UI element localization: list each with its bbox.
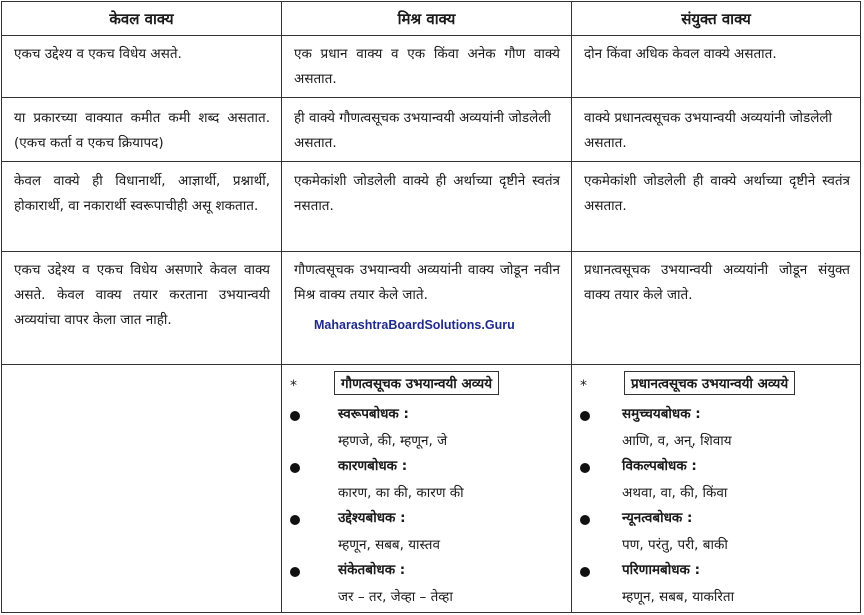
- bullet-icon: [580, 515, 590, 525]
- sanyukta-item-examples: म्हणून, सबब, याकरिता: [622, 589, 735, 605]
- sanyukta-item-examples: अथवा, वा, की, किंवा: [622, 485, 728, 501]
- header-mishra: मिश्र वाक्य: [397, 10, 456, 28]
- mishra-item-label: उद्देश्यबोधक :: [338, 510, 406, 526]
- sanyukta-star: *: [580, 378, 587, 394]
- row-divider: [2, 161, 860, 162]
- cell-mishra-2: ही वाक्ये गौणत्वसूचक उभयान्वयी अव्ययांनी जोडलेली असतात.: [294, 110, 551, 151]
- mishra-item-examples: कारण, का की, कारण की: [338, 485, 464, 501]
- mishra-item-examples: म्हणजे, की, म्हणून, जे: [338, 433, 448, 449]
- mishra-item-label: कारणबोधक :: [338, 458, 408, 474]
- cell-keval-2: या प्रकारच्या वाक्यात कमीत कमी शब्द असतात. (एकच कर्ता व एकच क्रियापद): [14, 110, 270, 151]
- cell-sanyukta-3: एकमेकांशी जोडलेली ही वाक्ये अर्थाच्या दृष्टीने स्वतंत्र असतात.: [584, 173, 850, 214]
- bullet-icon: [290, 567, 300, 577]
- sanyukta-item-label: विकल्पबोधक :: [622, 458, 697, 474]
- comparison-table: [1, 1, 861, 613]
- cell-keval-3: केवल वाक्ये ही विधानार्थी, आज्ञार्थी, प्रश्नार्थी, होकारार्थी, वा नकारार्थी स्वरूपाचीही असू शकतात.: [14, 173, 270, 214]
- mishra-item-label: स्वरूपबोधक :: [338, 406, 409, 422]
- cell-sanyukta-2: वाक्ये प्रधानत्वसूचक उभयान्वयी अव्ययांनी जोडलेली असतात.: [584, 110, 833, 151]
- column-divider: [281, 2, 282, 612]
- mishra-item-examples: म्हणून, सबब, यास्तव: [338, 537, 440, 553]
- bullet-icon: [580, 411, 590, 421]
- mishra-item-label: संकेतबोधक :: [338, 562, 406, 578]
- header-sanyukta: संयुक्त वाक्य: [681, 10, 751, 28]
- mishra-list-title: गौणत्वसूचक उभयान्वयी अव्यये: [334, 371, 499, 395]
- cell-mishra-1: एक प्रधान वाक्य व एक किंवा अनेक गौण वाक्ये असतात.: [294, 46, 560, 87]
- cell-keval-4: एकच उद्देश्य व एकच विधेय असणारे केवल वाक्य असते. केवल वाक्य तयार करताना उभयान्वयी अव्ययांचा वापर केला जात नाही.: [14, 262, 270, 328]
- cell-mishra-3: एकमेकांशी जोडलेली वाक्ये ही अर्थाच्या दृष्टीने स्वतंत्र नसतात.: [294, 173, 560, 214]
- row-divider: [2, 364, 860, 365]
- sanyukta-item-label: न्यूनत्वबोधक :: [622, 510, 693, 526]
- sanyukta-item-examples: आणि, व, अन्, शिवाय: [622, 433, 732, 449]
- cell-sanyukta-1: दोन किंवा अधिक केवल वाक्ये असतात.: [584, 46, 777, 62]
- sanyukta-item-examples: पण, परंतु, परी, बाकी: [622, 537, 728, 553]
- column-divider: [571, 2, 572, 612]
- watermark-text: MaharashtraBoardSolutions.Guru: [314, 318, 515, 332]
- row-divider: [2, 251, 860, 252]
- sanyukta-item-label: समुच्चयबोधक :: [622, 406, 701, 422]
- header-keval: केवल वाक्य: [109, 10, 174, 28]
- sanyukta-list-title: प्रधानत्वसूचक उभयान्वयी अव्यये: [624, 371, 795, 395]
- sanyukta-item-label: परिणामबोधक :: [622, 562, 700, 578]
- bullet-icon: [290, 463, 300, 473]
- bullet-icon: [580, 567, 590, 577]
- cell-mishra-4: गौणत्वसूचक उभयान्वयी अव्ययांनी वाक्य जोडून नवीन मिश्र वाक्य तयार केले जाते.: [294, 262, 560, 303]
- bullet-icon: [290, 515, 300, 525]
- mishra-star: *: [290, 378, 297, 394]
- bullet-icon: [290, 411, 300, 421]
- mishra-item-examples: जर – तर, जेव्हा – तेव्हा: [338, 589, 453, 605]
- cell-sanyukta-4: प्रधानत्वसूचक उभयान्वयी अव्ययांनी जोडून संयुक्त वाक्य तयार केले जाते.: [584, 262, 850, 303]
- row-divider: [2, 97, 860, 98]
- bullet-icon: [580, 463, 590, 473]
- cell-keval-1: एकच उद्देश्य व एकच विधेय असते.: [14, 46, 182, 62]
